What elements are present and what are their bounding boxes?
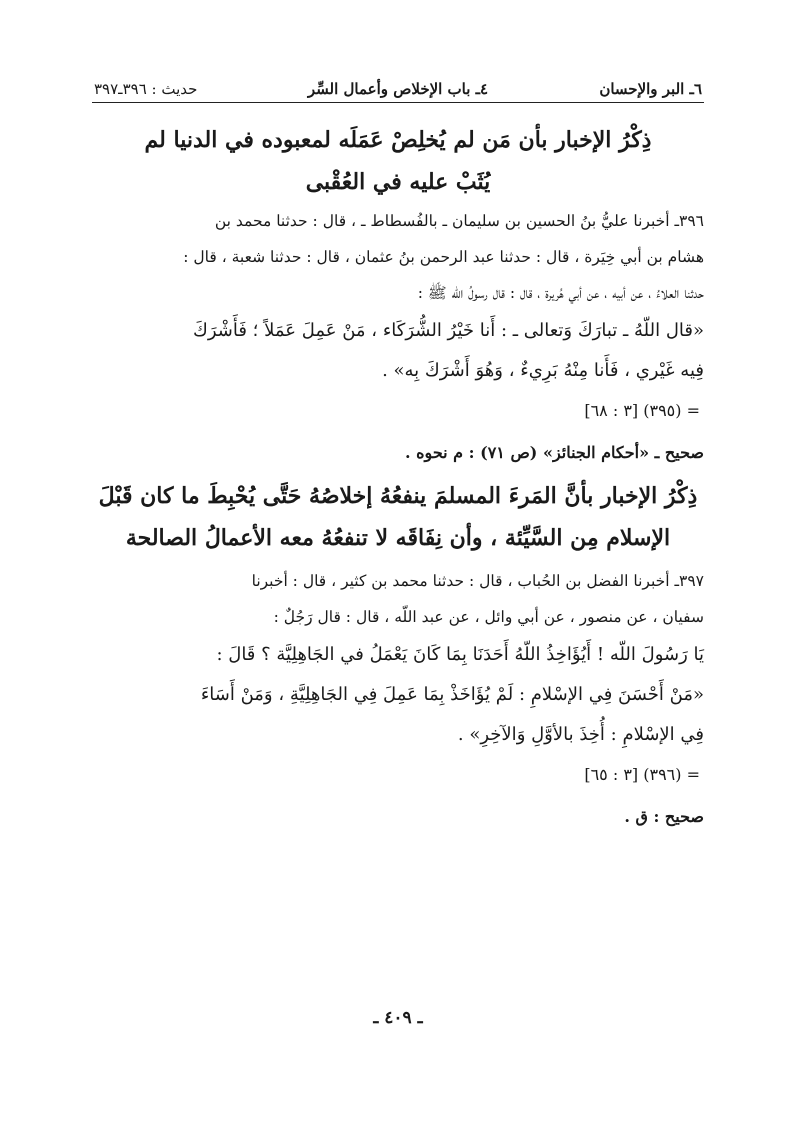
section-heading [92, 119, 704, 203]
heading-line: الإسلام مِن السَّيِّئة ، وأن نِفَاقَه لا تنفعُهُ معه الأعمالُ الصالحة [125, 525, 671, 551]
running-header [92, 80, 704, 103]
matn-line: «قال اللّهُ ـ تبارَكَ وَتعالى ـ : أَنا خَيْرُ الشُّرَكَاء ، مَنْ عَمِلَ عَمَلاً ؛ فَأَشْرَكَ [193, 320, 704, 341]
isnad-line: حدثنا العلاءُ ، عن أبيه ، عن أبي هُريرة ، قال : قال رسولُ اللّه ﷺ : [417, 284, 704, 302]
cross-reference: = (٣٩٥) [٣ : ٦٨] [584, 401, 700, 420]
heading-line: يُثَبْ عليه في العُقْبى [305, 169, 491, 195]
section-397 [92, 475, 704, 839]
isnad-line: سفيان ، عن منصور ، عن أبي وائل ، عن عبد اللّه ، قال : قال رَجُلٌ : [273, 608, 704, 626]
heading-line: ذِكْرُ الإخبار بأن مَن لم يُخلِصْ عَمَلَه لمعبوده في الدنيا لم [144, 127, 652, 153]
isnad-paragraph [92, 563, 704, 635]
heading-line: ذِكْرُ الإخبار بأنَّ المَرءَ المسلمَ ينفعُهُ إخلاصُهُ حَتَّى يُحْبِطَ ما كان قَبْلَ [98, 483, 698, 509]
section-396 [92, 119, 704, 475]
chapter-title: ٦ـ البر والإحسان [599, 80, 702, 98]
document-page [92, 80, 704, 1050]
cross-reference: = (٣٩٦) [٣ : ٦٥] [584, 765, 700, 784]
hadith-range: حديث : ٣٩٦ـ٣٩٧ [94, 80, 198, 98]
matn-line: يَا رَسُولَ اللّه ! أَيُؤَاخِذُ اللّهُ أَحَدَنَا بِمَا كَانَ يَعْمَلُ في الجَاهِلِيَّة ؟ قَالَ : [216, 644, 704, 665]
matn-line: فِي الإسْلامِ : أُخِذَ بالأوَّلِ وَالآخِرِ» . [457, 724, 704, 745]
section-title: ٤ـ باب الإخلاص وأعمال السِّر [307, 80, 489, 98]
authenticity-grade: صحيح ـ «أحكام الجنائز» (ص ٧١) : م نحوه . [405, 443, 704, 462]
section-heading [92, 475, 704, 559]
isnad-line: ٣٩٦ـ أخبرنا عليُّ بنُ الحسين بن سليمان ـ بالفُسطاط ـ ، قال : حدثنا محمد بن [214, 212, 704, 230]
authenticity-grade: صحيح : ق . [624, 807, 704, 826]
isnad-paragraph [92, 203, 704, 311]
matn-line: «مَنْ أَحْسَنَ فِي الإسْلامِ : لَمْ يُؤَاخَذْ بِمَا عَمِلَ فِي الجَاهِلِيَّةِ ، وَمَنْ أَسَاءَ [200, 684, 704, 705]
isnad-line: هشام بن أبي خِيَرة ، قال : حدثنا عبد الرحمن بنُ عثمان ، قال : حدثنا شعبة ، قال : [183, 248, 704, 266]
page-number: ـ ٤٠٩ ـ [373, 1008, 423, 1028]
isnad-line: ٣٩٧ـ أخبرنا الفضل بن الحُباب ، قال : حدثنا محمد بن كثير ، قال : أخبرنا [251, 572, 704, 590]
hadith-text [92, 635, 704, 755]
hadith-text [92, 311, 704, 391]
matn-line: فِيه غَيْري ، فَأَنا مِنْهُ بَرِيءٌ ، وَهُوَ أَشْرَكَ بِه» . [382, 360, 704, 381]
